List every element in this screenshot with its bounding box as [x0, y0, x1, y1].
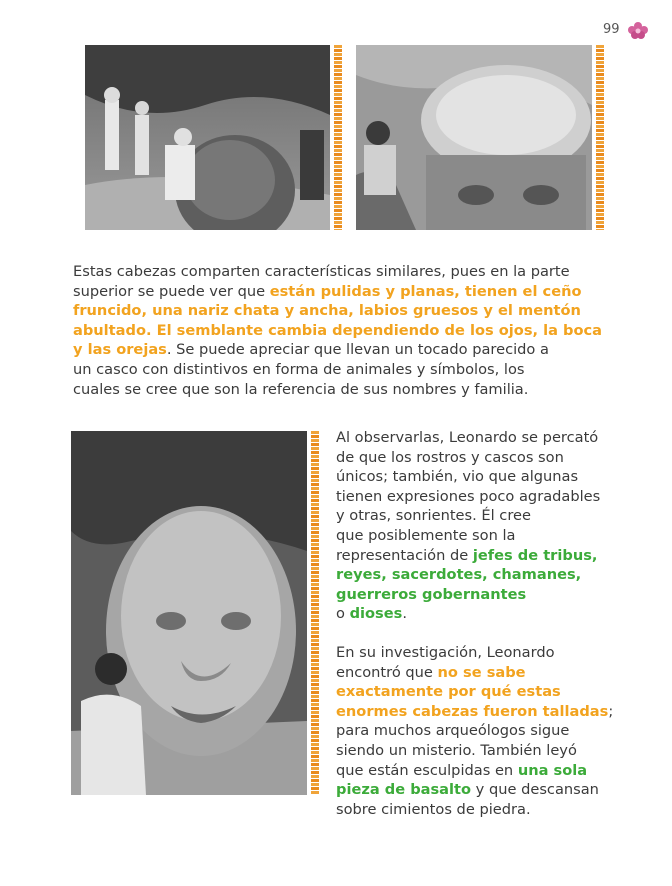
text-segment: encontró que: [336, 663, 438, 681]
text-line: [336, 741, 626, 761]
text-segment: .: [402, 605, 407, 623]
text-segment: de que los rostros y cascos son: [336, 448, 564, 466]
highlight-green: guerreros gobernantes: [336, 585, 527, 603]
text-line: [73, 340, 603, 360]
text-segment: Al observarlas, Leonardo se percató: [336, 429, 599, 446]
flower-icon: [626, 20, 650, 40]
text-segment: superior se puede ver que: [73, 282, 270, 300]
text-segment: únicos; también, vio que algunas: [336, 468, 579, 486]
text-segment: que están esculpidas en: [336, 761, 518, 779]
text-line: [336, 585, 626, 605]
photo-head-with-man: [356, 45, 592, 230]
text-segment: un casco con distintivos en forma de animales y símbolos, los: [73, 360, 525, 378]
text-line: [336, 800, 626, 820]
text-segment: sobre cimientos de piedra.: [336, 800, 531, 818]
text-line: [336, 604, 626, 624]
highlight-orange: no se sabe: [437, 663, 526, 681]
text-line: [73, 262, 603, 282]
text-line: [336, 682, 626, 702]
highlight-orange: están pulidas y planas, tienen el ceño: [269, 282, 582, 300]
page-number: 99: [603, 22, 620, 37]
highlight-orange: fruncido, una nariz chata y ancha, labios gruesos y el mentón: [73, 302, 581, 320]
text-line: [73, 321, 603, 341]
text-line: [73, 301, 603, 321]
text-line: [336, 506, 626, 526]
highlight-orange: exactamente por qué estas: [336, 683, 561, 701]
paragraph-observations: [336, 428, 626, 624]
highlight-green: dioses: [349, 605, 403, 623]
decorative-border: [311, 431, 319, 795]
text-segment: cuales se cree que son la referencia de sus nombres y familia.: [73, 380, 529, 398]
highlight-orange: y las orejas: [73, 341, 167, 359]
text-line: [336, 467, 626, 487]
text-line: [336, 546, 626, 566]
photo-large-head: [71, 431, 307, 795]
text-line: [336, 721, 626, 741]
text-line: [336, 663, 626, 683]
text-line: [336, 526, 626, 546]
paragraph-investigation: [336, 643, 626, 819]
text-segment: y que descansan: [471, 781, 599, 799]
text-line: [336, 702, 626, 722]
highlight-green: pieza de basalto: [336, 781, 472, 799]
highlight-orange: enormes cabezas fueron talladas: [336, 702, 609, 720]
text-segment: o: [336, 605, 350, 623]
highlight-green: reyes, sacerdotes, chamanes,: [336, 566, 582, 584]
text-line: [73, 380, 603, 400]
text-segment: representación de: [336, 546, 473, 564]
text-line: [336, 780, 626, 800]
photo-excavation: [85, 45, 330, 230]
text-line: [336, 487, 626, 507]
text-line: [73, 282, 603, 302]
text-line: [336, 643, 626, 663]
text-line: [336, 761, 626, 781]
text-line: [336, 565, 626, 585]
highlight-green: una sola: [517, 761, 588, 779]
text-segment: tienen expresiones poco agradables: [336, 487, 601, 505]
text-segment: para muchos arqueólogos sigue: [336, 722, 570, 740]
highlight-green: jefes de tribus,: [472, 546, 598, 564]
text-segment: Estas cabezas comparten características similares, pues en la parte: [73, 263, 570, 280]
text-segment: . Se puede apreciar que llevan un tocado parecido a: [166, 341, 549, 359]
text-line: [336, 428, 626, 448]
paragraph-intro: [73, 262, 603, 399]
highlight-orange: abultado. El semblante cambia dependiendo de los ojos, la boca: [73, 321, 603, 339]
text-segment: En su investigación, Leonardo: [336, 644, 555, 661]
text-segment: y otras, sonrientes. Él cree: [336, 507, 531, 525]
text-line: [73, 360, 603, 380]
text-segment: ;: [608, 702, 614, 720]
text-segment: siendo un misterio. También leyó: [336, 741, 577, 759]
text-line: [336, 448, 626, 468]
decorative-border: [596, 45, 604, 230]
decorative-border: [334, 45, 342, 230]
text-segment: que posiblemente son la: [336, 526, 516, 544]
